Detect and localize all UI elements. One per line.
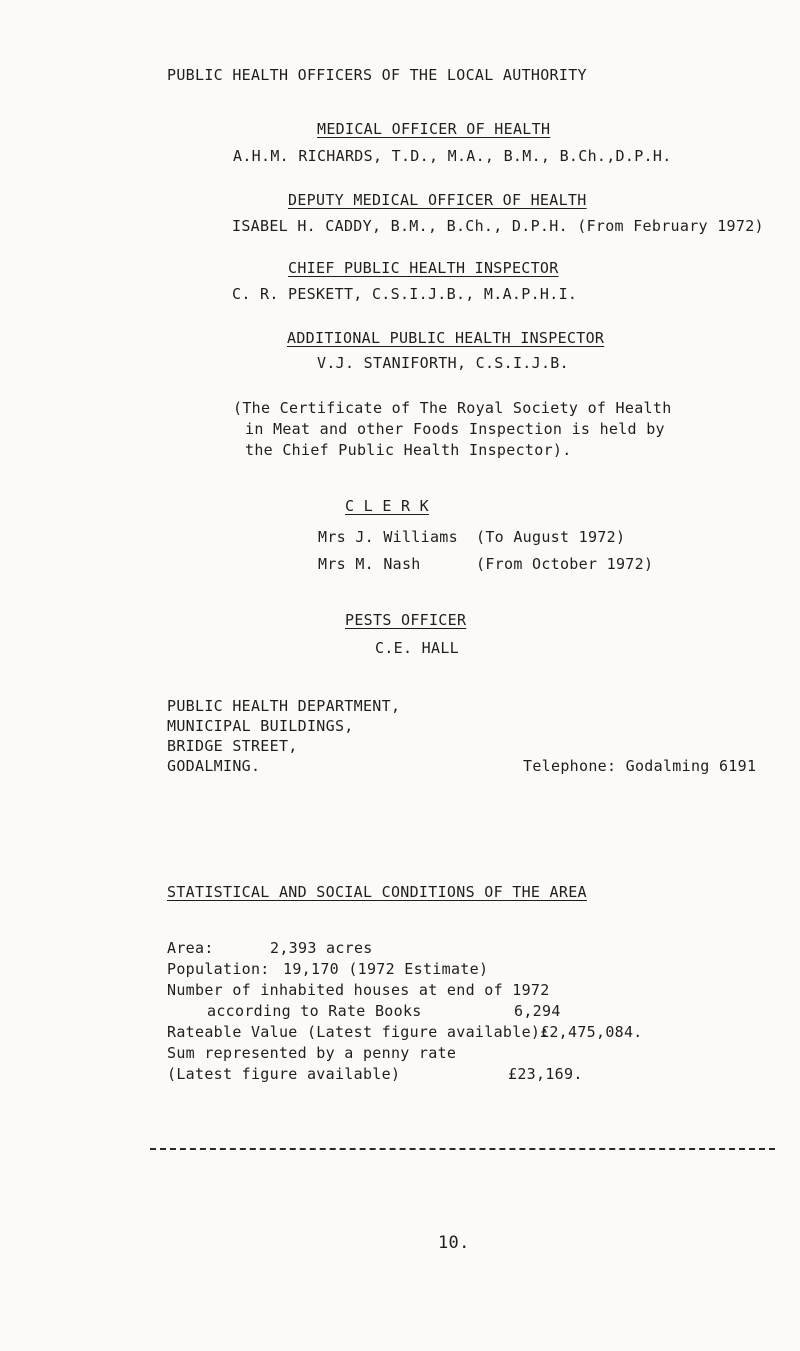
officer-name-chief-inspector: C. R. PESKETT, C.S.I.J.B., M.A.P.H.I. xyxy=(232,285,578,303)
officer-role-mo: MEDICAL OFFICER OF HEALTH xyxy=(317,120,551,138)
stats-houses-line-1: Number of inhabited houses at end of 1972 xyxy=(167,981,550,999)
clerk-name-1: Mrs J. Williams xyxy=(318,528,458,546)
page-heading: PUBLIC HEALTH OFFICERS OF THE LOCAL AUTHORITY xyxy=(167,66,587,84)
certificate-note-line-2: in Meat and other Foods Inspection is held by xyxy=(245,420,665,438)
dashed-divider xyxy=(150,1148,775,1150)
pests-officer-name: C.E. HALL xyxy=(375,639,459,657)
officer-name-mo: A.H.M. RICHARDS, T.D., M.A., B.M., B.Ch.,D.P.H. xyxy=(233,147,672,165)
stats-houses-value: 6,294 xyxy=(514,1002,561,1020)
stats-area-value: 2,393 acres xyxy=(270,939,373,957)
address-line-2: MUNICIPAL BUILDINGS, xyxy=(167,717,354,735)
stats-rateable-label: Rateable Value (Latest figure available): xyxy=(167,1023,550,1041)
certificate-note-line-1: (The Certificate of The Royal Society of Health xyxy=(233,399,672,417)
clerk-heading: C L E R K xyxy=(345,497,429,515)
address-line-3: BRIDGE STREET, xyxy=(167,737,298,755)
address-line-4: GODALMING. xyxy=(167,757,261,775)
officer-name-deputy: ISABEL H. CADDY, B.M., B.Ch., D.P.H. (From February 1972) xyxy=(232,217,764,235)
stats-rateable-value: £2,475,084. xyxy=(540,1023,643,1041)
clerk-name-2: Mrs M. Nash xyxy=(318,555,421,573)
officer-role-additional-inspector: ADDITIONAL PUBLIC HEALTH INSPECTOR xyxy=(287,329,605,347)
stats-penny-line-2: (Latest figure available) xyxy=(167,1065,401,1083)
address-line-1: PUBLIC HEALTH DEPARTMENT, xyxy=(167,697,401,715)
stats-population-value: 19,170 (1972 Estimate) xyxy=(283,960,489,978)
stats-area-label: Area: xyxy=(167,939,214,957)
telephone: Telephone: Godalming 6191 xyxy=(523,757,757,775)
officer-role-chief-inspector: CHIEF PUBLIC HEALTH INSPECTOR xyxy=(288,259,559,277)
stats-penny-line-1: Sum represented by a penny rate xyxy=(167,1044,457,1062)
page-number: 10. xyxy=(438,1233,470,1253)
clerk-note-1: (To August 1972) xyxy=(476,528,626,546)
clerk-note-2: (From October 1972) xyxy=(476,555,654,573)
stats-penny-value: £23,169. xyxy=(508,1065,583,1083)
pests-officer-heading: PESTS OFFICER xyxy=(345,611,467,629)
stats-heading: STATISTICAL AND SOCIAL CONDITIONS OF THE AREA xyxy=(167,883,587,901)
officer-role-deputy: DEPUTY MEDICAL OFFICER OF HEALTH xyxy=(288,191,587,209)
stats-population-label: Population: xyxy=(167,960,270,978)
officer-name-additional-inspector: V.J. STANIFORTH, C.S.I.J.B. xyxy=(317,354,569,372)
stats-houses-line-2: according to Rate Books xyxy=(207,1002,422,1020)
certificate-note-line-3: the Chief Public Health Inspector). xyxy=(245,441,572,459)
